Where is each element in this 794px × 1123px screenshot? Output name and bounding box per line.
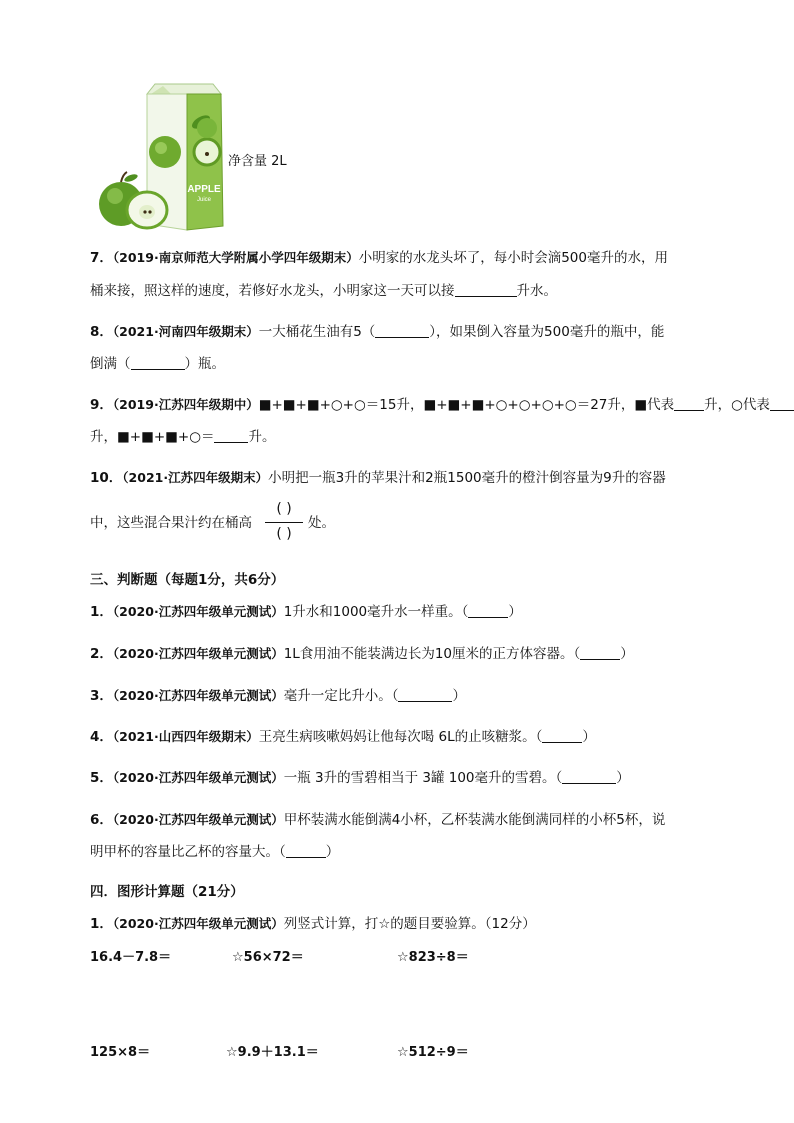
calc-expression: ☆512÷9＝: [397, 1045, 469, 1060]
q9-line2: 升，■+■+■+○＝ 升。: [90, 429, 276, 445]
answer-blank[interactable]: [542, 727, 582, 743]
section-4-title: 四．图形计算题（21分）: [90, 884, 244, 900]
q10-line1: 10．（2021·江苏四年级期末）小明把一瓶3升的苹果汁和2瓶1500毫升的橙汁倒容量为9升的容器: [90, 470, 666, 486]
answer-blank[interactable]: [455, 281, 517, 297]
calc-q1-header: 1．（2020·江苏四年级单元测试）列竖式计算，打☆的题目要验算。（12分）: [90, 916, 536, 932]
q8-line1: 8．（2021·河南四年级期末）一大桶花生油有5（ ），如果倒入容量为500毫升的瓶中，能: [90, 324, 665, 340]
answer-blank[interactable]: [131, 354, 185, 370]
judge-item-5: 5．（2020·江苏四年级单元测试）一瓶 3升的雪碧相当于 3罐 100毫升的雪碧。（ ）: [90, 770, 630, 786]
judge-item-4: 4．（2021·山西四年级期末）王亮生病咳嗽妈妈让他每次喝 6L的止咳糖浆。（ ）: [90, 729, 596, 745]
q7-line2: 桶来接，照这样的速度，若修好水龙头，小明家这一天可以接 升水。: [90, 283, 557, 299]
answer-blank[interactable]: [674, 395, 704, 411]
judge-item-6-line2: 明甲杯的容量比乙杯的容量大。（ ）: [90, 844, 340, 860]
answer-blank[interactable]: [468, 602, 508, 618]
answer-blank[interactable]: [398, 686, 452, 702]
judge-item-1: 1．（2020·江苏四年级单元测试）1升水和1000毫升水一样重。（ ）: [90, 604, 522, 620]
calc-expression: ☆9.9＋13.1＝: [226, 1045, 319, 1060]
judge-item-6-line1: 6．（2020·江苏四年级单元测试）甲杯装满水能倒满4小杯，乙杯装满水能倒满同样的小杯5杯，说: [90, 812, 666, 828]
calc-expression: ☆823÷8＝: [397, 950, 469, 965]
q10-end: 处。: [308, 515, 335, 531]
answer-blank[interactable]: [375, 322, 429, 338]
judge-item-3: 3．（2020·江苏四年级单元测试）毫升一定比升小。（ ）: [90, 688, 466, 704]
calc-expression: 16.4－7.8＝: [90, 950, 172, 965]
q9-line1: 9．（2019·江苏四年级期中）■+■+■+○+○＝15升，■+■+■+○+○+○+○＝27升，■代表 升，○代表: [90, 395, 794, 415]
judge-item-2: 2．（2020·江苏四年级单元测试）1L食用油不能装满边长为10厘米的正方体容器。（ ）: [90, 646, 634, 662]
calc-expression: 125×8＝: [90, 1045, 151, 1060]
answer-blank[interactable]: [770, 395, 794, 411]
calc-expression: ☆56×72＝: [232, 950, 304, 965]
q10-line2: 中，这些混合果汁约在桶高: [90, 515, 252, 531]
fraction-blank[interactable]: ( ) ( ): [263, 500, 305, 546]
section-3-title: 三、判断题（每题1分，共6分）: [90, 572, 285, 588]
q7-line1: 7．（2019·南京师范大学附属小学四年级期末）小明家的水龙头坏了，每小时会滴500毫升的水，用: [90, 250, 668, 266]
answer-blank[interactable]: [286, 842, 326, 858]
apple-juice-illustration: [95, 82, 235, 234]
carton-sub: Juice: [196, 197, 212, 203]
answer-blank[interactable]: [214, 427, 248, 443]
answer-blank[interactable]: [580, 644, 620, 660]
carton-brand: APPLE: [187, 184, 221, 195]
answer-blank[interactable]: [562, 768, 616, 784]
net-content-label: 净含量 2L: [228, 154, 287, 169]
q8-line2: 倒满（ ）瓶。: [90, 356, 225, 372]
